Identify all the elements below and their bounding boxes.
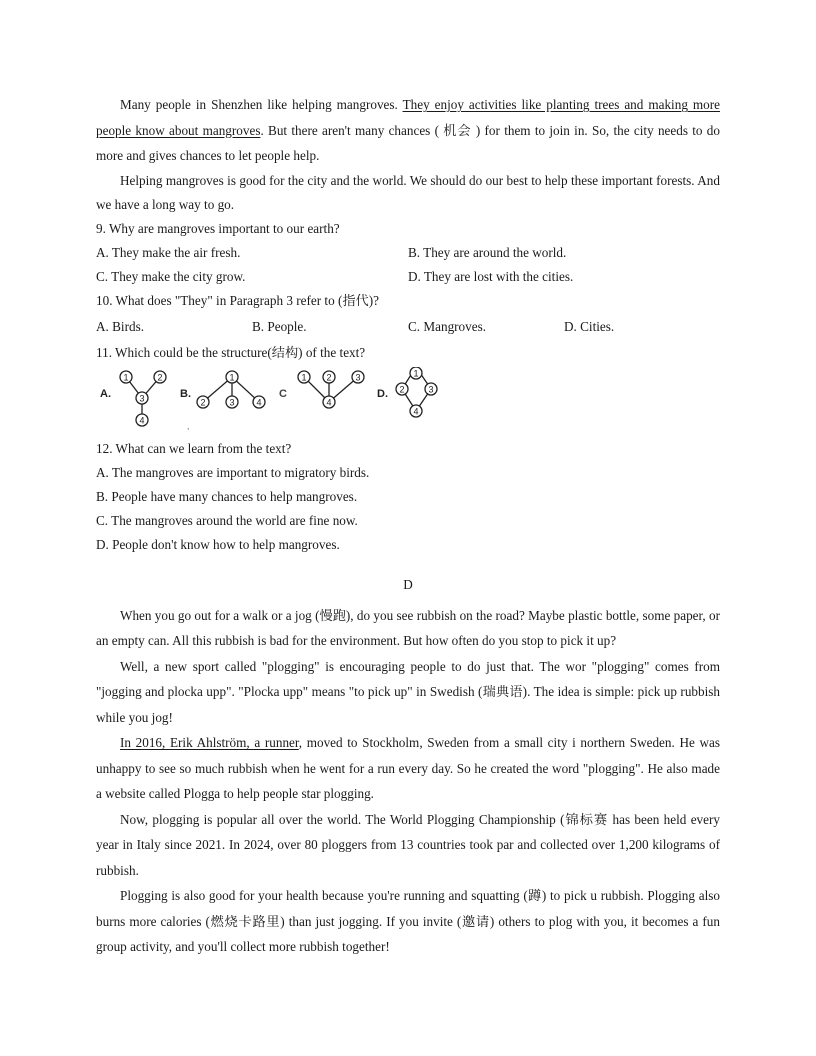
paragraph-text: , moved to Stockholm, Sweden from a small city i northern Sweden. He was unhappy to see so much rubbish when he went for a run every day. So he created the word "plogging". He also made a website called Plogga to help people star plogging. [96, 735, 720, 801]
passage-d-paragraph-3 [96, 730, 720, 807]
svg-text:1: 1 [229, 372, 235, 382]
question-12-option-a[interactable]: A. The mangroves are important to migratory birds. [96, 464, 370, 480]
diagram-d-label: D. [377, 387, 388, 400]
svg-text:2: 2 [326, 372, 332, 382]
node-4 [136, 414, 148, 426]
passage-d-paragraph-1: When you go out for a walk or a jog (慢跑), do you see rubbish on the road? Maybe plastic bottle, some paper, or an empty can. All this rubbish is bad for the environment. But how often do you stop to pick it up? [96, 607, 720, 648]
node-1 [410, 367, 422, 379]
question-9-options-row-2 [96, 265, 720, 289]
underlined-sentence: They enjoy activities like planting trees and making more people know about mangroves [96, 97, 720, 138]
question-10-option-c[interactable]: C. Mangroves. [408, 318, 487, 334]
question-12-option-b[interactable]: B. People have many chances to help mangroves. [96, 488, 358, 504]
structure-diagrams [96, 367, 720, 435]
diagram-a-label: A. [100, 387, 111, 400]
question-10-option-d[interactable]: D. Cities. [564, 318, 615, 334]
node-1 [226, 371, 238, 383]
question-12-option-d[interactable]: D. People don't know how to help mangroves. [96, 536, 340, 552]
svg-text:2: 2 [399, 384, 405, 394]
diagram-a[interactable] [100, 371, 166, 426]
node-2 [323, 371, 335, 383]
stray-mark: , [187, 421, 190, 431]
underlined-phrase: In 2016, Erik Ahlström, a runner [120, 735, 299, 750]
passage-d-paragraph-2: Well, a new sport called "plogging" is encouraging people to do just that. The wor "plogging" comes from "jogging and plocka upp". "Plocka upp" means "to pick up" in Swedish (瑞典语). The idea is simple: pick up rubbish while you jog! [96, 658, 720, 725]
question-10-stem: 10. What does "They" in Paragraph 3 refer to (指代)? [96, 292, 379, 308]
question-12-stem: 12. What can we learn from the text? [96, 440, 292, 456]
svg-text:2: 2 [157, 372, 163, 382]
diagram-b[interactable] [180, 371, 265, 431]
paragraph-text: Many people in Shenzhen like helping mangroves. [120, 97, 403, 112]
diagram-d[interactable] [377, 367, 437, 417]
svg-text:3: 3 [139, 393, 145, 403]
question-9-option-c[interactable]: C. They make the city grow. [96, 268, 246, 284]
question-9-option-b[interactable]: B. They are around the world. [408, 244, 567, 260]
question-9-stem: 9. Why are mangroves important to our earth? [96, 220, 340, 236]
node-3 [226, 396, 238, 408]
question-10-option-b[interactable]: B. People. [252, 318, 307, 334]
paragraph-text: . But there aren't many chances ( 机会 ) for them to join in. So, the city needs to do more and gives chances to let people help. [96, 122, 720, 163]
question-10-option-a[interactable]: A. Birds. [96, 318, 144, 334]
svg-text:4: 4 [256, 397, 262, 407]
svg-text:3: 3 [355, 372, 361, 382]
passage-c-paragraph-4 [96, 92, 720, 169]
diagram-b-label: B. [180, 387, 191, 400]
question-9-option-a[interactable]: A. They make the air fresh. [96, 244, 241, 260]
svg-text:3: 3 [229, 397, 235, 407]
node-3 [136, 392, 148, 404]
passage-c-paragraph-5: Helping mangroves is good for the city and the world. We should do our best to help these important forests. And we have a long way to go. [96, 172, 720, 212]
node-1 [120, 371, 132, 383]
node-1 [298, 371, 310, 383]
question-9-option-d[interactable]: D. They are lost with the cities. [408, 268, 574, 284]
section-heading-d: D [403, 576, 413, 592]
question-11-stem: 11. Which could be the structure(结构) of the text? [96, 344, 366, 360]
node-2 [154, 371, 166, 383]
question-12-option-c[interactable]: C. The mangroves around the world are fine now. [96, 512, 358, 528]
svg-text:4: 4 [139, 415, 145, 425]
svg-text:3: 3 [428, 384, 434, 394]
passage-d-paragraph-5: Plogging is also good for your health because you're running and squatting (蹲) to pick u rubbish. Plogging also burns more calories (燃烧卡路里) than just jogging. If you invite (邀请) others to plog with you, it becomes a fun group activity, and you'll collect more rubbish together! [96, 888, 720, 954]
svg-text:2: 2 [200, 397, 206, 407]
svg-text:4: 4 [326, 397, 332, 407]
node-4 [323, 396, 335, 408]
question-10-options-row [96, 315, 720, 339]
diagram-c-label: C [279, 387, 287, 400]
diagram-c[interactable] [279, 371, 364, 408]
worksheet-page [96, 92, 720, 960]
svg-text:1: 1 [301, 372, 307, 382]
svg-text:1: 1 [123, 372, 129, 382]
svg-text:4: 4 [413, 406, 419, 416]
question-9-options-row-1 [96, 241, 720, 265]
node-2 [197, 396, 209, 408]
node-4 [253, 396, 265, 408]
node-3 [425, 383, 437, 395]
node-4 [410, 405, 422, 417]
svg-text:1: 1 [413, 368, 419, 378]
passage-d-paragraph-4: Now, plogging is popular all over the world. The World Plogging Championship (锦标赛 has been held every year in Italy since 2021. In 2024, over 80 ploggers from 13 countries took par and collected over 1,200 kilograms of rubbish. [96, 811, 720, 878]
node-3 [352, 371, 364, 383]
node-2 [396, 383, 408, 395]
